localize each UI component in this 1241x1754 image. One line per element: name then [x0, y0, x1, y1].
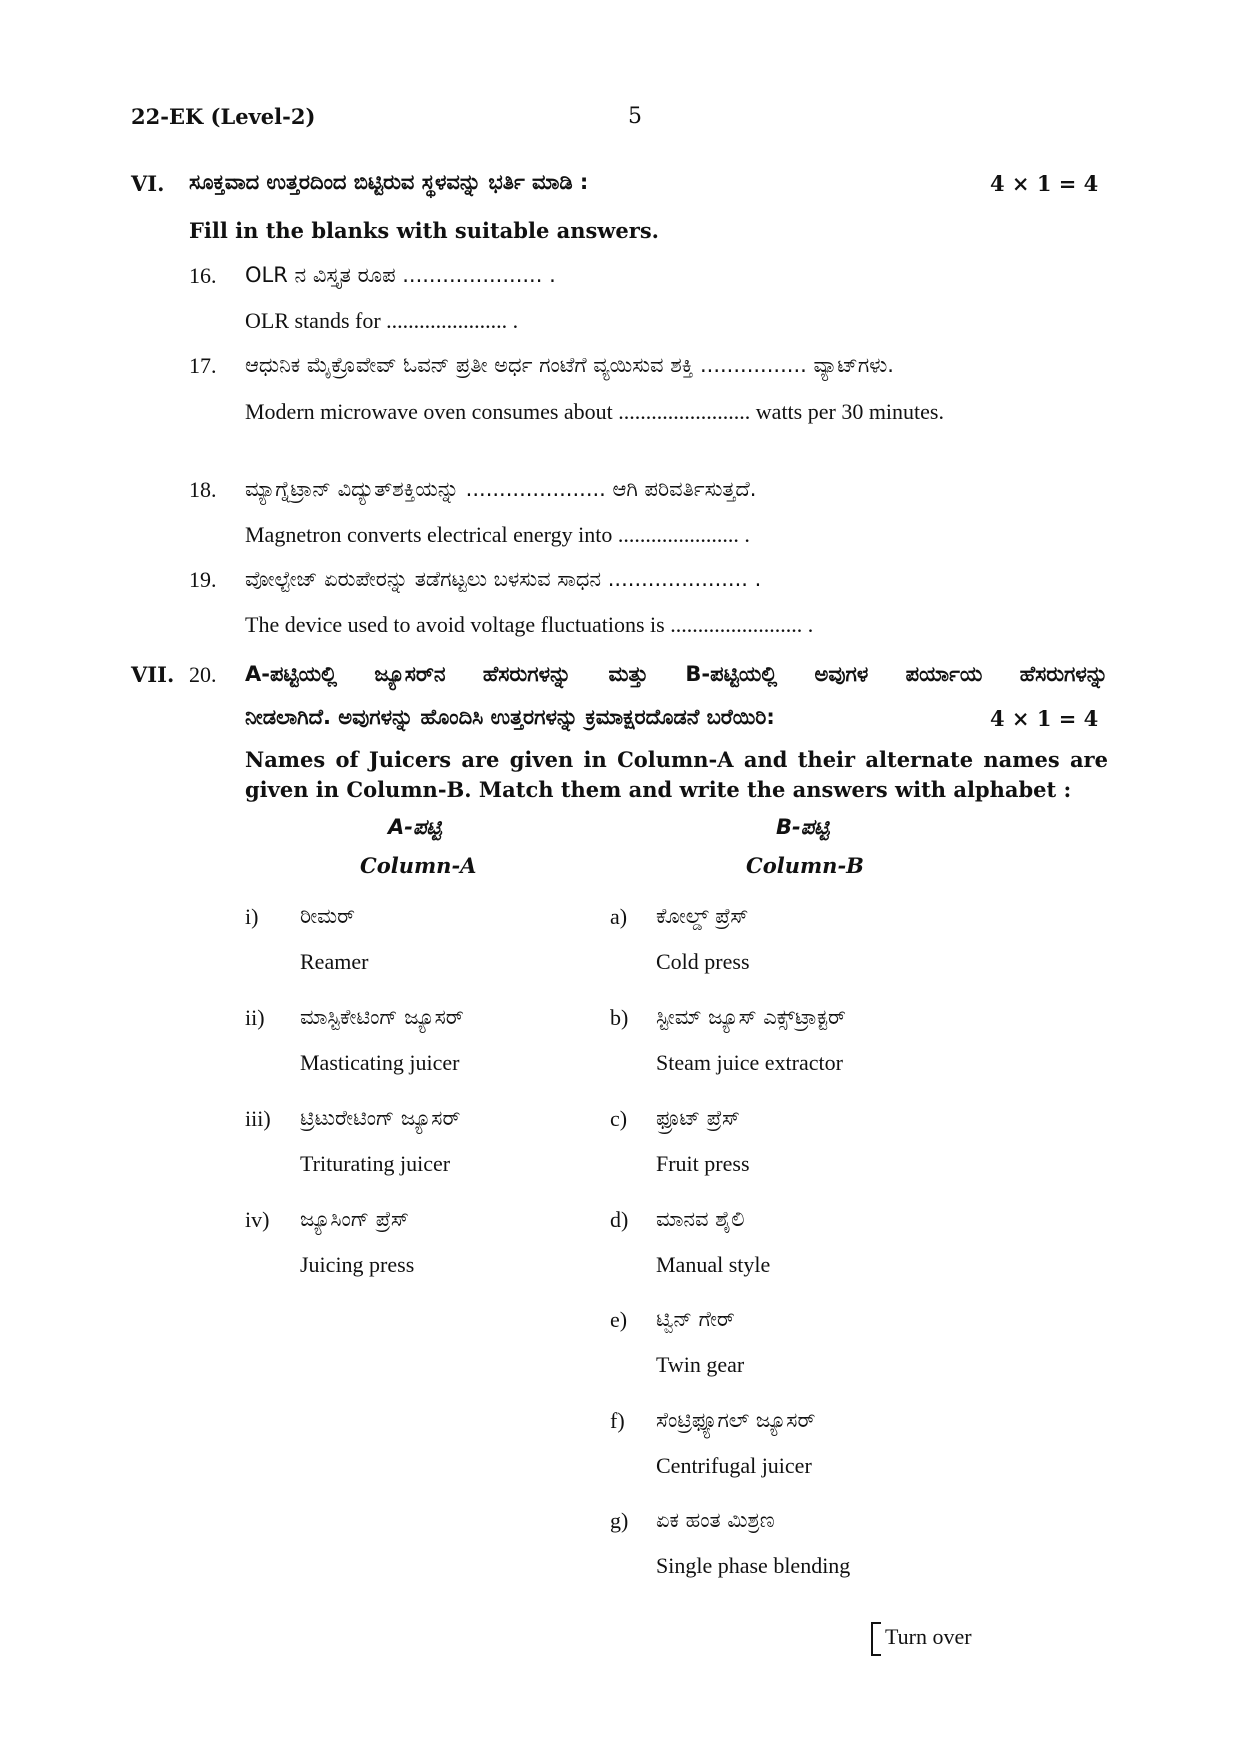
column-b-heading: Column-B — [746, 853, 864, 878]
item-english: Reamer — [300, 949, 369, 974]
item-label: e) — [610, 1307, 628, 1332]
item-kannada: ಫ್ರೂಟ್ ಪ್ರೆಸ್ — [656, 1106, 740, 1130]
item-label: a) — [610, 904, 628, 929]
column-a-heading-kannada: A-ಪಟ್ಟಿ — [388, 815, 442, 839]
item-label: i) — [245, 904, 259, 929]
column-b-heading-kannada: B-ಪಟ್ಟಿ — [776, 815, 830, 839]
item-english: Triturating juicer — [300, 1151, 451, 1176]
item-label: iv) — [245, 1207, 270, 1232]
item-kannada: ರೀಮರ್ — [300, 904, 356, 928]
item-kannada: ಸ್ಟೀಮ್ ಜ್ಯೂಸ್ ಎಕ್ಸ್‌ಟ್ರಾಕ್ಟರ್ — [656, 1005, 846, 1029]
question-17-english: Modern microwave oven consumes about ........................ watts per 30 minutes. — [245, 399, 944, 424]
question-16-kannada: OLR ನ ವಿಸ್ತೃತ ರೂಪ ..................... . — [245, 263, 556, 287]
question-17-number: 17. — [189, 353, 217, 378]
item-kannada: ಏಕ ಹಂತ ಮಿಶ್ರಣ — [656, 1508, 775, 1532]
item-english: Fruit press — [656, 1151, 750, 1176]
item-kannada: ಮಾಸ್ಟಿಕೇಟಿಂಗ್ ಜ್ಯೂಸರ್ — [300, 1005, 464, 1029]
turn-over-bracket — [871, 1622, 881, 1656]
question-17-kannada: ಆಧುನಿಕ ಮೈಕ್ರೊವೇವ್ ಓವನ್ ಪ್ರತೀ ಅರ್ಧ ಗಂಟೆಗೆ ವ್ಯಯಿಸುವ ಶಕ್ತಿ ................ ವ್ಯಾಟ್‌ಗಳು. — [245, 353, 894, 377]
item-kannada: ಟ್ರಿಟುರೇಟಿಂಗ್ ಜ್ಯೂಸರ್ — [300, 1106, 461, 1130]
item-kannada: ಕೋಲ್ಡ್ ಪ್ರೆಸ್ — [656, 904, 749, 928]
item-english: Centrifugal juicer — [656, 1453, 812, 1478]
section-7-marks: 4 × 1 = 4 — [990, 706, 1099, 731]
question-20-number: 20. — [189, 662, 217, 687]
question-18-kannada: ಮ್ಯಾಗ್ನೆಟ್ರಾನ್ ವಿದ್ಯುತ್‌ಶಕ್ತಿಯನ್ನು ..................... ಆಗಿ ಪರಿವರ್ತಿಸುತ್ತದೆ. — [245, 477, 757, 501]
item-english: Twin gear — [656, 1352, 745, 1377]
section-6-marks: 4 × 1 = 4 — [990, 171, 1099, 196]
item-kannada: ಮಾನವ ಶೈಲಿ — [656, 1207, 745, 1231]
item-label: iii) — [245, 1106, 271, 1131]
question-16-number: 16. — [189, 263, 217, 288]
item-english: Single phase blending — [656, 1553, 851, 1578]
question-20-kannada-line-1: A-ಪಟ್ಟಿಯಲ್ಲಿ ಜ್ಯೂಸರ್‌ನ ಹೆಸರುಗಳನ್ನು ಮತ್ತು B-ಪಟ್ಟಿಯಲ್ಲಿ ಅವುಗಳ ಪರ್ಯಾಯ ಹೆಸರುಗಳನ್ನು — [245, 662, 1108, 686]
question-18-number: 18. — [189, 477, 217, 502]
item-label: ii) — [245, 1005, 265, 1030]
section-6-roman: VI. — [131, 171, 165, 196]
column-a-heading: Column-A — [360, 853, 477, 878]
question-19-english: The device used to avoid voltage fluctuations is ........................ . — [245, 612, 814, 637]
item-english: Steam juice extractor — [656, 1050, 843, 1075]
item-english: Manual style — [656, 1252, 771, 1277]
item-label: b) — [610, 1005, 629, 1030]
item-label: d) — [610, 1207, 629, 1232]
section-6-title-english: Fill in the blanks with suitable answers. — [189, 218, 659, 243]
question-20-kannada-line-2: ನೀಡಲಾಗಿದೆ. ಅವುಗಳನ್ನು ಹೊಂದಿಸಿ ಉತ್ತರಗಳನ್ನು ಕ್ರಮಾಕ್ಷರದೊಡನೆ ಬರೆಯಿರಿ: — [245, 705, 775, 729]
item-label: g) — [610, 1508, 629, 1533]
section-6-title-kannada: ಸೂಕ್ತವಾದ ಉತ್ತರದಿಂದ ಬಿಟ್ಟಿರುವ ಸ್ಥಳವನ್ನು ಭರ್ತಿ ಮಾಡಿ : — [189, 170, 589, 194]
item-english: Juicing press — [300, 1252, 415, 1277]
question-19-kannada: ವೋಲ್ಟೇಜ್ ಏರುಪೇರನ್ನು ತಡೆಗಟ್ಟಲು ಬಳಸುವ ಸಾಧನ ..................... . — [245, 567, 762, 591]
item-english: Masticating juicer — [300, 1050, 460, 1075]
item-kannada: ಸೆಂಟ್ರಿಫ್ಯೂಗಲ್ ಜ್ಯೂಸರ್ — [656, 1408, 816, 1432]
item-english: Cold press — [656, 949, 750, 974]
question-18-english: Magnetron converts electrical energy into ...................... . — [245, 522, 750, 547]
paper-code: 22-EK (Level-2) — [131, 104, 316, 129]
item-kannada: ಟ್ವಿನ್ ಗೇರ್ — [656, 1307, 735, 1331]
section-7-roman: VII. — [131, 662, 175, 687]
question-20-english: Names of Juicers are given in Column-A and their alternate names are given in Column-B. Match them and write the answers with alphabet : — [245, 747, 1108, 802]
item-label: f) — [610, 1408, 625, 1433]
turn-over: Turn over — [885, 1624, 972, 1649]
item-kannada: ಜ್ಯೂಸಿಂಗ್ ಪ್ರೆಸ್ — [300, 1207, 409, 1231]
question-19-number: 19. — [189, 567, 217, 592]
question-16-english: OLR stands for ...................... . — [245, 308, 519, 333]
item-label: c) — [610, 1106, 628, 1131]
page-number: 5 — [628, 104, 642, 129]
